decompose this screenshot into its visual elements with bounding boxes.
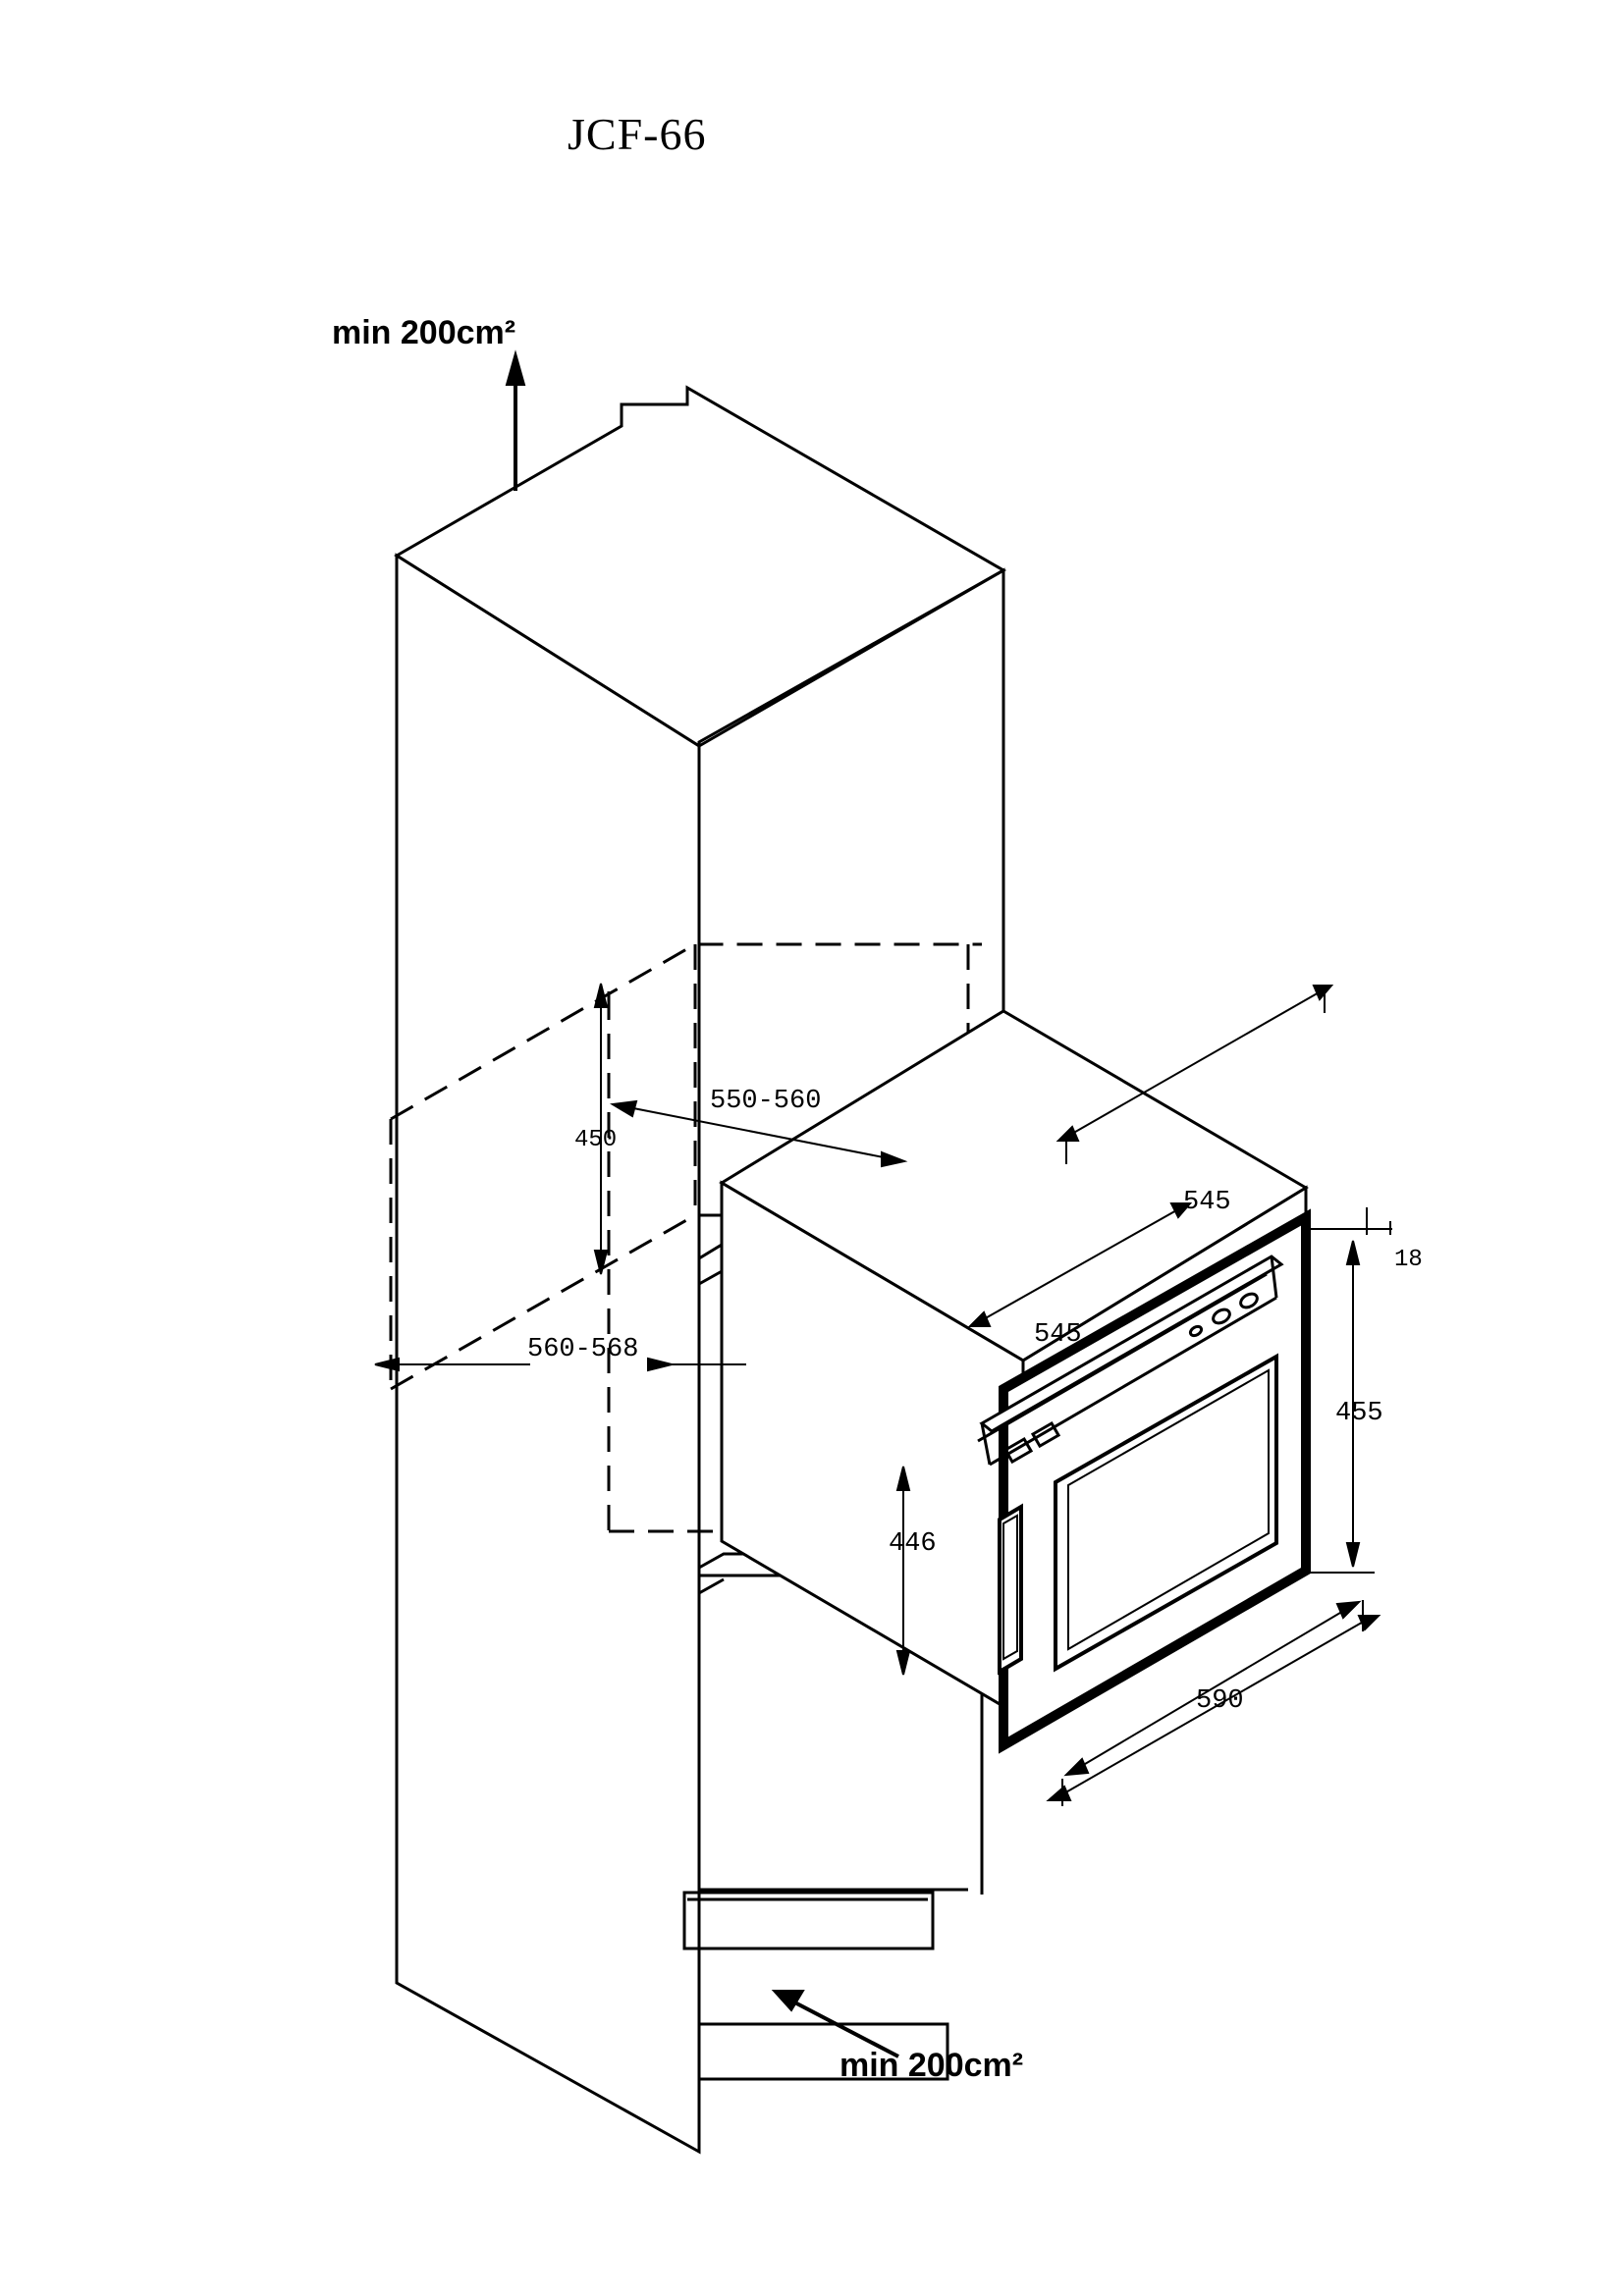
dim-appliance-front-height: 455 (1335, 1399, 1383, 1428)
dim-appliance-body-height: 446 (889, 1529, 937, 1559)
dim-cabinet-cutout-height: 450 (574, 1127, 618, 1153)
dim-cabinet-cutout-width: 550-560 (710, 1087, 822, 1116)
dim-appliance-top-width: 545 (1183, 1188, 1231, 1217)
dim-flange-thickness: 18 (1394, 1247, 1423, 1273)
appliance-oven (722, 1011, 1306, 1745)
dim-appliance-depth: 590 (1196, 1686, 1244, 1716)
vent-note-top: min 200cm² (332, 314, 516, 351)
vent-note-bottom: min 200cm² (839, 2047, 1024, 2084)
drawing-title: JCF-66 (568, 109, 707, 159)
dim-appliance-front-width: 545 (1034, 1320, 1082, 1350)
dim-cabinet-depth: 560-568 (527, 1335, 639, 1364)
